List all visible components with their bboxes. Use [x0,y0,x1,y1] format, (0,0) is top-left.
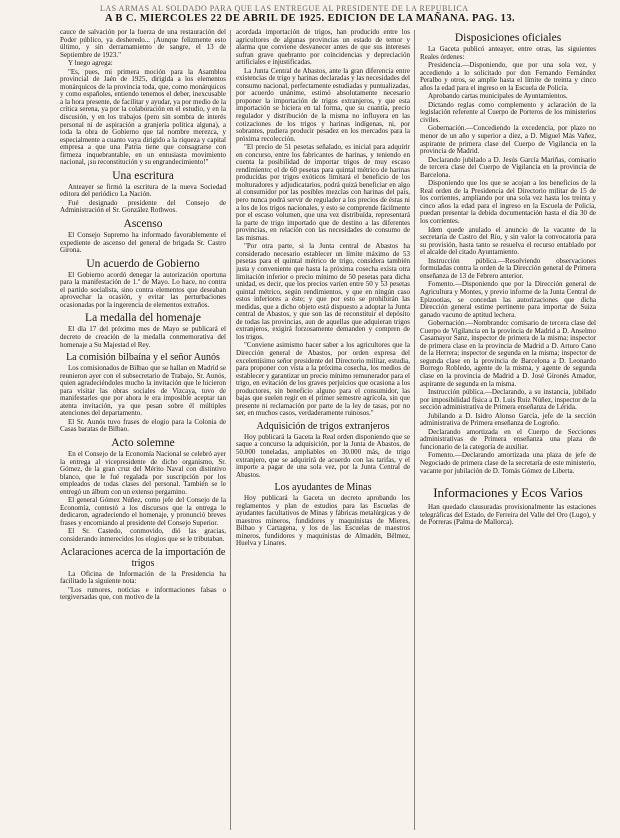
heading-acuerdo-gobierno: Un acuerdo de Gobierno [86,257,200,270]
paragraph: Jubilando a D. Isidro Alonso García, jefe de la sección administrativa de Primera enseñanza de Logroño. [420,411,596,428]
paragraph: Instrucción pública.—Resolviendo observaciones formuladas contra la orden de la Dirección general de Primera enseñanza de 13 de Febrero anterior. [420,256,596,280]
heading-ascenso: Ascenso [123,218,163,231]
paragraph: Fomento.—Declarando amortizada una plaza de jefe de Negociado de primera clase de la secretaría de este ministerio, vacante por jubilación de D. Tomás Gómez de Liberta. [420,451,596,475]
paragraph: Y luego agrega: [68,59,113,68]
paragraph: Fué designado presidente del Consejo de Administración el Sr. González Rothwos. [60,198,226,215]
paragraph: Instrucción pública.—Declarando, a su instancia, jubilado por imposibilidad física a D. Luis Ruiz Núñez, inspector de la sección administrativa de Primera enseñanza de Lérida. [420,388,596,412]
paragraph: Gobernación.—Concediendo la excedencia, por plazo no menor de un año y superior a diez, a D. Miguel Más Vañez, aspirante de primera clase del Cuerpo de Vigilancia en la provincia de Madrid. [420,124,596,156]
paragraph: Aprobando cartas municipales de Ayuntamientos. [428,92,568,101]
paragraph: "Es, pues, mi primera moción para la Asamblea provincial de Jaén de 1925, dirigida a los elementos monárquicos de la provincia toda, que, como monárquicos y como españoles, entiendo tenemos el deber, inexcusable a la hora presente, de facilitar y ayudar, ya por medio de la crítica serena, ya por la colaboración en el estudio, y en la discusión, y en los trabajos (pero sin sombra de interés personal ni de aspiración a granjería política alguna), a toda la obra de Gobierno que tal nombre merezca, y especialmente a cuanto vaya dirigido a la riqueza y capital empresa a que una Patria tiene que consagrarse con firmeza inquebrantable, en un entusiasta movimiento nacional, ¡su reconstitución y su engrandecimiento!" [60,67,226,167]
paragraph: Declarando jubilado a D. Jesús García Mariñas, comisario de tercera clase del Cuerpo de Vigilancia en la provincia de Barcelona. [420,155,596,179]
paragraph: Los comisionados de Bilbao que se hallan en Madrid se reunieron ayer con el subsecretario de Trabajo, Sr. Aunós, quien agradeciéndoles mucho la invitación que le hicieron para visitar las obras sociales de Vizcaya, tuvo de manifestarles que por ahora le era imposible aceptar tan atenta invitación, ya que pesan sobre él múltiples atenciones del departamento. [60,364,226,418]
paragraph: "Los rumores, noticias e informaciones falsas o tergiversadas que, con motivo de la [60,585,226,602]
heading-aclaraciones: Aclaraciones acerca de la importación de trigos [60,546,226,569]
paragraph: El Gobierno acordó denegar la autorización oportuna para la manifestación de 1.º de Mayo. Lo hace, no contra el partido socialista, sino contra elementos que deseaban aprovechar la ocasión, y evitar las perturbaciones ocasionadas por la ingerencia de elementos extraños. [60,270,226,309]
paragraph: "Por otra parte, si la Junta central de Abastos ha considerado necesario establecer un límite máximo de 53 pesetas para el quintal métrico de trigo, considera también justa y conveniente que hasta la próxima cosecha exista otra limitación inferior o precio mínimo de 50 pesetas para dicha unidad, es decir, que los precios varíen entre 50 y 53 pesetas quintal métrico, según rendimientos, y que en ningún caso estos inferiores a éste; y que por esto se prohibirán las medidas, que a dicho objeto está dispuesto a adoptar la Junta central de Abastos, y que son las de reconstituir el depósito de todas las provincias, aun de aquellas que adquieran trigos extranjeros, exigirá forzosamente demanden y compren de los trigos. [236,242,410,341]
paragraph: Declarando amortizada en el Cuerpo de Secciones administrativas de Primera enseñanza una plaza de funcionario de la categoría de auxiliar. [420,427,596,451]
paragraph: La Junta Central de Abastos, ante la gran diferencia entre existencias de trigo y harinas declaradas y las necesidades del consumo nacional, perfectamente estudiadas y puntualizadas, por acuerdo unánime, estimó absolutamente necesario proponer la importación de trigos extranjeros, y que esta importación se hiciera en tal forma, que su cuantía, precio regulador y distribución de la misma no influyera en las cotizaciones de los trigos y harinas indígenas, ni, por sobrantes, pudiera producir pesadez en los mercados para la próxima recolección. [236,66,410,143]
paragraph: Han quedado clausuradas provisionalmente las estaciones telegráficas del Estado, de Ferreira del Valle del Oro (Lugo), y de Porreras (Palma de Mallorca). [420,503,596,527]
column-1 [60,29,226,834]
paragraph: El Sr. Aunós tuvo frases de elogio para la Colonia de Casas baratas de Bilbao. [60,417,226,434]
heading-medalla: La medalla del homenaje [85,312,201,325]
paragraph: Fomento.—Disponiendo que por la Dirección general de Agricultura y Montes, y previo informe de la Junta Central de Epizootias, se concedan las autorizaciones que dicha Dirección general estime pertinente para importar de Suiza ganado vacuno de aptitud lechera. [420,280,596,319]
heading-informaciones: Informaciones y Ecos Varios [433,485,583,501]
heading-ayudantes-minas: Los ayudantes de Minas [274,482,372,494]
heading-comision-bilbaina: La comisión bilbaína y el señor Aunós [66,352,220,364]
page-header: A B C. MIERCOLES 22 DE ABRIL DE 1925. EDICION DE LA MAÑANA. PAG. 13. [104,13,515,24]
heading-adquisicion-trigos: Adquisición de trigos extranjeros [256,420,390,432]
heading-escritura: Una escritura [112,169,174,182]
paragraph: El Consejo Supremo ha informado favorablemente el expediente de ascenso del general de brigada Sr. Castro Girona. [60,231,226,255]
column-2 [236,29,410,834]
column-rule [414,30,415,830]
paragraph: El día 17 del próximo mes de Mayo se publicará el decreto de creación de la medalla conmemorativa del homenaje a Su Majestad el Rey. [60,325,226,349]
paragraph: Disponiendo que los que se acojan a los beneficios de la Real orden de la Presidencia del Directorio militar de 15 de los corrientes, ampliando por una sola vez hasta los treinta y cinco años la edad para el ingreso en la Escuela de Policía, puedan presentar la debida documentación hasta el día 30 de los corrientes. [420,179,596,226]
paragraph: Dictando reglas como complemento y aclaración de la legislación referente al Cuerpo de Porteros de los ministerios civiles. [420,100,596,124]
paragraph: "Conviene asimismo hacer saber a los agricultores que la Dirección general de Abastos, por orden expresa del excelentísimo señor presidente del Directorio militar, estudia, para proponer con vista a la próxima cosecha, los medios de establecer y garantizar un precio mínimo remunerador para el trigo, en evitación de los graves perjuicios que ocasiona a los productores, sin beneficio alguno para el consumidor, las bajas que suelen regir en el primer semestre agrícola, sin que presente ni reclamación por parte de la ley de tasas, por no ser, en muchos casos, verdaderamente ruinosos." [236,341,410,418]
paragraph: La Gaceta publicó anteayer, entre otras, las siguientes Reales órdenes: [420,45,596,61]
paragraph: acordada importación de trigos, han producido entre los agricultores de algunas provincias un estado de temor y alarma que conviene desvanecer antes de que sus intereses sufran grave quebranto por coincidencias y depreciación artificiales e injustificadas. [236,29,410,67]
paragraph: cauce de salvación por la fuerza de una restauración del Poder público, ya desheredo... ¡Aunque felizmente esto último, y sin derramamiento de sangre, el 13 de Septiembre de 1923." [60,29,226,59]
page-topline: LAS ARMAS AL SOLDADO PARA QUE LAS ENTREGUE AL PRESIDENTE DE LA REPUBLICA [100,4,469,13]
paragraph: Presidencia.—Disponiendo, que por una sola vez, y accediendo a lo solicitado por don Fernando Fernández Peralbo y otros, se amplíe hasta el límite de treinta y cinco años la edad para el ingreso en la Escuela de Policía. [420,61,596,92]
paragraph: Gobernación.—Nombrando: comisario de tercera clase del Cuerpo de Vigilancia en la provincia de Madrid a D. Anselmo Casamayor Sanz, inspector de primera de la misma; inspector de primera clase en la provincia de Madrid a D. Arturo Cano de la Herrera; inspector de segunda en la misma; inspector de segunda clase en la provincia de Barcelona a D. Leonardo Borrego Robledo, agente de la misma, y agente de segunda clase en la provincia de Madrid a D. José Gironés Amador, aspirante de segunda en la misma. [420,319,596,388]
column-rule [230,30,231,830]
paragraph: En el Consejo de la Economía Nacional se celebró ayer la entrega al vicepresidente de dicho organismo, Sr. Gómez, de la gran cruz del Mérito Naval con distintivo blanco, que le fué regalada por suscripción por los empleados de todas clases del personal. También se le entregó un álbum con un extenso pergamino. [60,449,226,496]
paragraph: Hoy publicará la Gaceta la Real orden disponiendo que se saque a concurso la adquisición, por la Junta de Abastos, de 50.000 toneladas, ampliables en 30.000 más, de trigo extranjero, que se adquirirá de acuerdo con las tarifas, y el importe a pagar de una sola vez, por la Junta Central de Abastos. [236,432,410,479]
paragraph: Hoy publicará la Gaceta un decreto aprobando los reglamentos y plan de estudios para las Escuelas de ayudantes facultativos de Minas y fábricas metalúrgicas y de maestros mineros, fundidores y maquinistas de Mieres, Bilbao y Cartagena, y los de las Escuelas de maestros mineros, fundidores y maquinistas de Almadén, Bélmez, Huelva y Linares. [236,494,410,548]
paragraph: El general Gómez Núñez, como jefe del Consejo de la Economía, contestó a los discursos que la entrega le dedicaron, agradeciendo el homenaje, y pronunció breves frases y encomiando al presidente del Consejo Superior. [60,496,226,527]
paragraph: La Oficina de Información de la Presidencia ha facilitado la siguiente nota: [60,569,226,586]
paragraph: El Sr. Castedo, conmovido, dió las gracias, considerando inmerecidos los elogios que se le tributaban. [60,527,226,543]
paragraph: "El precio de 51 pesetas señalado, es inicial para adquirir en concurso, entre los fabricantes de harinas, y teniendo en cuenta la posibilidad de importar trigos de muy escaso rendimiento; el de 60 pesetas para quintal métrico de harinas producidas por trigos exóticos limitará el beneficio de los molturadores y adjudicatarios, podrá quizá beneficiar en algo al consumidor por las posibles mezclas con harinas del país, pero nunca podrá servir de regulador a los precios de éstas ni a los de los trigos nacionales, y esto se comprende fácilmente por el escaso volumen, que una vez distribuída, representará la parte de trigo importado que de destino a las diferentes provincias, en relación con las necesidades de consumo de las mismas. [236,143,410,242]
paragraph: Idem quede anulado el anuncio de la vacante de la secretaría de Castro del Río, y sin valor la convocatoria para su provisión, hasta tanto se resuelva el recurso entablado por el alcalde del citado Ayuntamiento. [420,225,596,257]
heading-disposiciones: Disposiciones oficiales [454,32,562,44]
paragraph: Anteayer se firmó la escritura de la nueva Sociedad editora del periódico La Nación. [60,182,226,199]
column-3 [420,29,596,834]
heading-acto-solemne: Acto solemne [111,436,175,449]
